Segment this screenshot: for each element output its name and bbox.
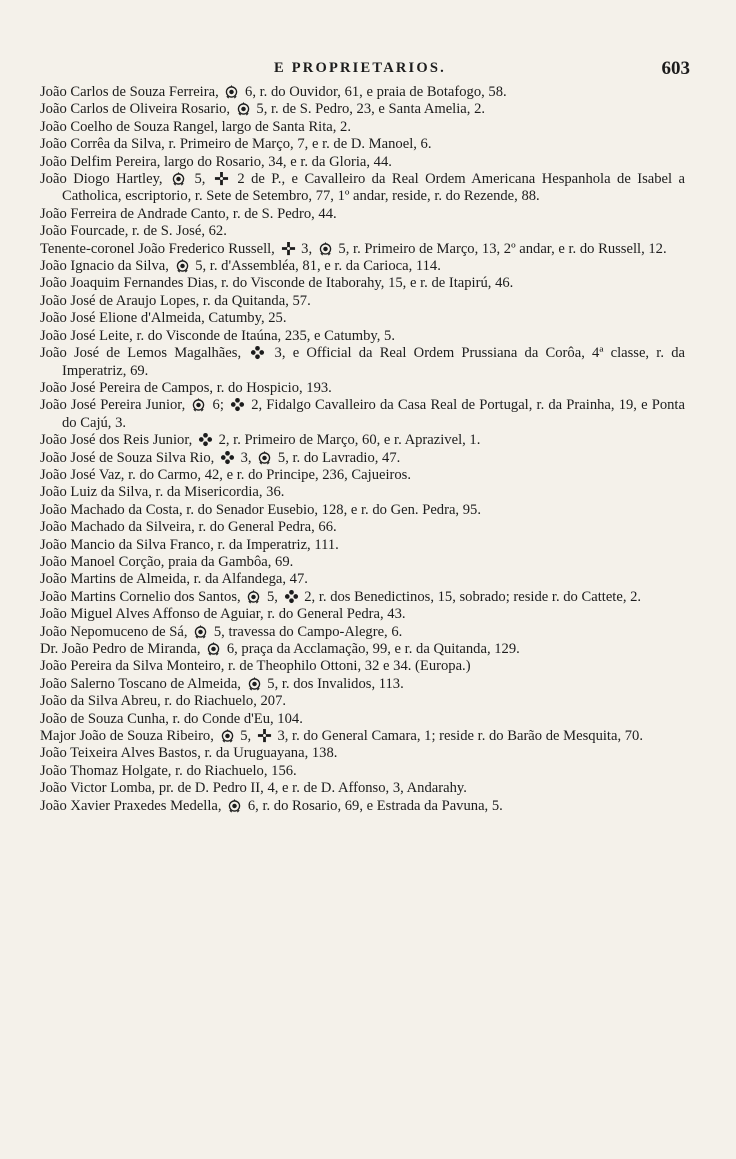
entry-text: João Thomaz Holgate, r. do Riachuelo, 156. <box>40 762 297 779</box>
medal-icon <box>220 728 235 743</box>
medal-icon <box>247 676 262 691</box>
directory-entry <box>40 397 685 432</box>
medal-icon <box>318 241 333 256</box>
entry-text: João Ignacio da Silva, <box>40 258 169 275</box>
entry-text: João Teixeira Alves Bastos, r. da Uruguayana, 138. <box>40 745 338 762</box>
entry-text: João José de Lemos Magalhães, <box>40 345 242 362</box>
entry-text: João Machado da Costa, r. do Senador Eusebio, 128, e r. do Gen. Pedra, 95. <box>40 501 481 518</box>
entry-text: 6, praça da Acclamação, 99, e r. da Quitanda, 129. <box>226 641 520 657</box>
entry-text: João Martins de Almeida, r. da Alfandega, 47. <box>40 571 308 588</box>
entry-text: 3, e Official da Real Ordem Prussiana da Corôa, 4ª classe, r. da Imperatriz, 69. <box>62 345 685 379</box>
entry-text: 6; <box>212 397 224 414</box>
rose-icon <box>198 432 213 447</box>
entry-text: João José de Souza Silva Rio, <box>40 449 215 466</box>
directory-entry <box>40 711 685 728</box>
entry-text: João José de Araujo Lopes, r. da Quitanda, 57. <box>40 292 311 309</box>
cross-icon <box>214 171 229 186</box>
entry-text: 5, travessa do Campo-Alegre, 6. <box>213 623 403 640</box>
directory-entry <box>40 763 685 780</box>
entry-text: 5, r. d'Assembléa, 81, e r. da Carioca, 114. <box>195 258 441 275</box>
directory-entry <box>40 101 685 118</box>
entry-text: 3, <box>240 449 252 466</box>
entry-list <box>40 84 685 815</box>
entry-text: João José dos Reis Junior, <box>40 432 193 449</box>
directory-entry <box>40 241 685 258</box>
entry-text: 6, r. do Rosario, 69, e Estrada da Pavuna, 5. <box>247 797 503 814</box>
directory-entry <box>40 798 685 815</box>
directory-entry <box>40 119 685 136</box>
directory-entry <box>40 641 685 658</box>
entry-text: João José Pereira Junior, <box>40 397 186 414</box>
directory-entry <box>40 728 685 745</box>
running-head: E PROPRIETARIOS. <box>274 60 446 76</box>
directory-entry <box>40 554 685 571</box>
directory-entry <box>40 171 685 206</box>
entry-text: João Mancio da Silva Franco, r. da Imperatriz, 111. <box>40 536 339 553</box>
entry-text: 5, <box>266 588 278 605</box>
directory-entry <box>40 658 685 675</box>
entry-text: 3, r. do General Camara, 1; reside r. do Barão de Mesquita, 70. <box>277 728 644 745</box>
directory-entry <box>40 780 685 797</box>
entry-text: João Diogo Hartley, <box>40 171 163 188</box>
directory-entry <box>40 571 685 588</box>
entry-text: João Machado da Silveira, r. do General Pedra, 66. <box>40 519 337 536</box>
directory-entry <box>40 293 685 310</box>
medal-icon <box>257 450 272 465</box>
entry-text: 2, Fidalgo Cavalleiro da Casa Real de Portugal, r. da Prainha, 19, e Ponta do Cajú, 3. <box>62 397 685 431</box>
entry-text: 5, r. Primeiro de Março, 13, 2º andar, e r. do Russell, 12. <box>338 240 667 257</box>
directory-entry <box>40 136 685 153</box>
rose-icon <box>250 345 265 360</box>
directory-entry <box>40 154 685 171</box>
entry-text: João José Elione d'Almeida, Catumby, 25. <box>40 310 287 327</box>
entry-text: João Nepomuceno de Sá, <box>40 623 188 640</box>
entry-text: Dr. João Pedro de Miranda, <box>40 641 201 657</box>
entry-text: João Fourcade, r. de S. José, 62. <box>40 223 227 240</box>
directory-entry <box>40 467 685 484</box>
entry-text: João Victor Lomba, pr. de D. Pedro II, 4, e r. de D. Affonso, 3, Andarahy. <box>40 780 467 797</box>
directory-entry <box>40 693 685 710</box>
medal-icon <box>191 397 206 412</box>
directory-entry <box>40 589 685 606</box>
entry-text: João Delfim Pereira, largo do Rosario, 34, e r. da Gloria, 44. <box>40 153 392 170</box>
directory-entry <box>40 745 685 762</box>
directory-entry <box>40 84 685 101</box>
entry-text: 3, <box>301 240 313 257</box>
entry-text: 5, r. de S. Pedro, 23, e Santa Amelia, 2. <box>256 101 486 118</box>
entry-text: 6, r. do Ouvidor, 61, e praia de Botafogo, 58. <box>245 84 507 100</box>
entry-text: Major João de Souza Ribeiro, <box>40 728 214 745</box>
entry-text: João José Leite, r. do Visconde de Itaúna, 235, e Catumby, 5. <box>40 327 395 344</box>
directory-entry <box>40 502 685 519</box>
directory-entry <box>40 624 685 641</box>
entry-text: 5, r. dos Invalidos, 113. <box>267 675 404 692</box>
entry-text: João Ferreira de Andrade Canto, r. de S. Pedro, 44. <box>40 205 337 222</box>
entry-text: João Luiz da Silva, r. da Misericordia, 36. <box>40 484 285 501</box>
entry-text: João Miguel Alves Affonso de Aguiar, r. do General Pedra, 43. <box>40 606 406 623</box>
directory-entry <box>40 606 685 623</box>
entry-text: João Corrêa da Silva, r. Primeiro de Março, 7, e r. de D. Manoel, 6. <box>40 136 432 153</box>
medal-icon <box>236 101 251 116</box>
entry-text: 5, <box>240 728 252 745</box>
entry-text: João de Souza Cunha, r. do Conde d'Eu, 104. <box>40 710 303 727</box>
directory-entry <box>40 206 685 223</box>
medal-icon <box>171 171 186 186</box>
directory-entry <box>40 345 685 380</box>
directory-entry <box>40 258 685 275</box>
entry-text: João Salerno Toscano de Almeida, <box>40 675 241 692</box>
rose-icon <box>230 397 245 412</box>
entry-text: João José Vaz, r. do Carmo, 42, e r. do Principe, 236, Cajueiros. <box>40 466 412 483</box>
entry-text: 5, r. do Lavradio, 47. <box>277 449 401 466</box>
medal-icon <box>224 84 239 99</box>
directory-entry <box>40 432 685 449</box>
directory-entry <box>40 519 685 536</box>
entry-text: 2, r. Primeiro de Março, 60, e r. Aprazivel, 1. <box>218 432 481 449</box>
directory-entry <box>40 450 685 467</box>
page-header <box>30 58 690 82</box>
directory-entry <box>40 537 685 554</box>
rose-icon <box>284 589 299 604</box>
entry-text: João Coelho de Souza Rangel, largo de Santa Rita, 2. <box>40 118 352 135</box>
directory-entry <box>40 275 685 292</box>
entry-text: 2, r. dos Benedictinos, 15, sobrado; reside r. do Cattete, 2. <box>304 588 642 605</box>
rose-icon <box>220 450 235 465</box>
medal-icon <box>206 641 221 656</box>
page-number: 603 <box>661 58 690 79</box>
medal-icon <box>193 624 208 639</box>
entry-text: João Carlos de Oliveira Rosario, <box>40 101 231 118</box>
directory-entry <box>40 310 685 327</box>
cross-icon <box>257 728 272 743</box>
entry-text: 5, <box>194 171 206 188</box>
entry-text: João Carlos de Souza Ferreira, <box>40 84 219 100</box>
entry-text: João Xavier Praxedes Medella, <box>40 797 222 814</box>
directory-entry <box>40 223 685 240</box>
entry-text: João Manoel Corção, praia da Gambôa, 69. <box>40 553 294 570</box>
entry-text: João José Pereira de Campos, r. do Hospicio, 193. <box>40 379 332 396</box>
medal-icon <box>175 258 190 273</box>
directory-entry <box>40 484 685 501</box>
entry-text: 2 de P., e Cavalleiro da Real Ordem Americana Hespanhola de Isabel a Catholica, escriptorio, r. Sete de Setembro, 77, 1º andar, reside, r. do Rezende, 88. <box>62 171 686 205</box>
directory-entry <box>40 380 685 397</box>
directory-entry <box>40 328 685 345</box>
medal-icon <box>246 589 261 604</box>
entry-text: João Pereira da Silva Monteiro, r. de Theophilo Ottoni, 32 e 34. (Europa.) <box>40 658 471 675</box>
directory-entry <box>40 676 685 693</box>
entry-text: João Martins Cornelio dos Santos, <box>40 588 241 605</box>
entry-text: Tenente-coronel João Frederico Russell, <box>40 240 275 257</box>
cross-icon <box>281 241 296 256</box>
entry-text: João Joaquim Fernandes Dias, r. do Visconde de Itaborahy, 15, e r. de Itapirú, 46. <box>40 275 514 292</box>
medal-icon <box>227 798 242 813</box>
entry-text: João da Silva Abreu, r. do Riachuelo, 207. <box>40 693 287 710</box>
